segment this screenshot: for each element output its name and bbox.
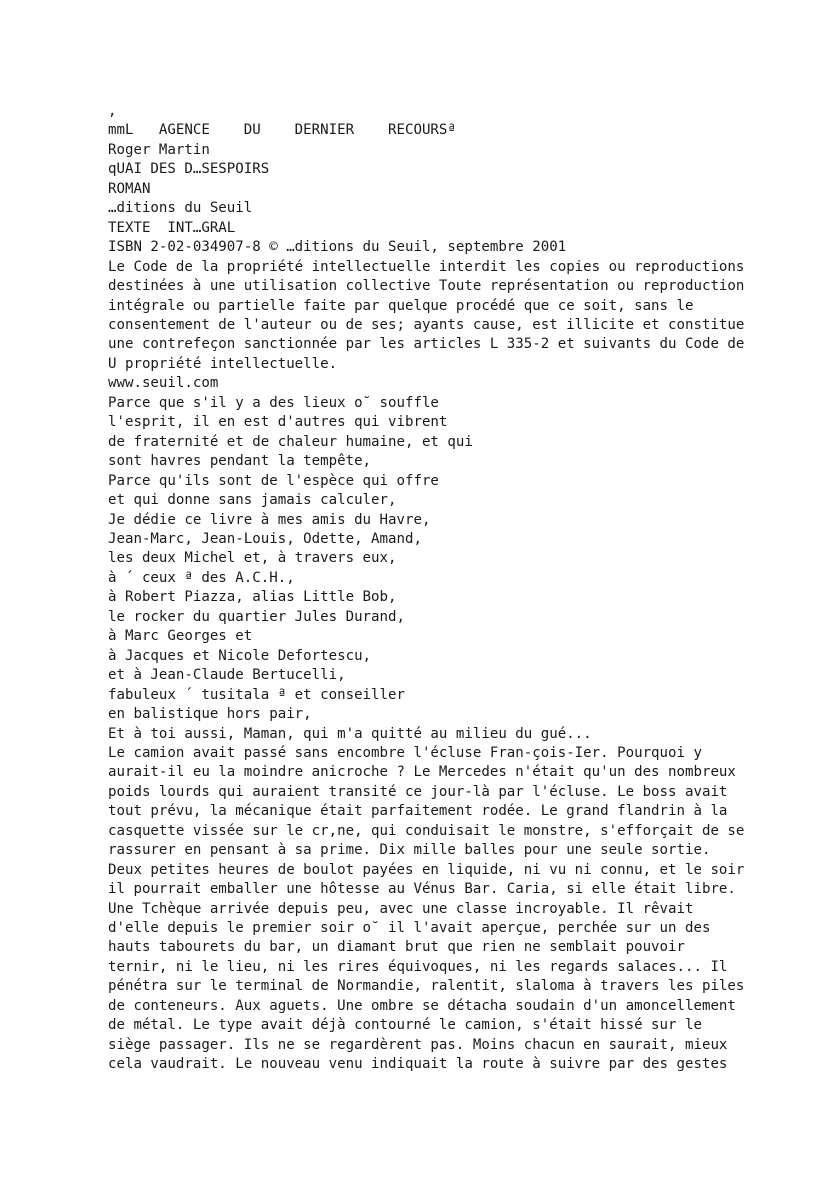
copyright-line: destinées à une utilisation collective Toute représentation ou reproduction bbox=[108, 278, 745, 295]
body-line: d'elle depuis le premier soir o˘ il l'avait aperçue, perchée sur un des bbox=[108, 920, 711, 937]
dedication-line: le rocker du quartier Jules Durand, bbox=[108, 608, 405, 625]
body-line: il pourrait emballer une hôtesse au Vénus Bar. Caria, si elle était libre. bbox=[108, 881, 736, 898]
dedication-line: à Jacques et Nicole Defortescu, bbox=[108, 647, 372, 664]
publisher: …ditions du Seuil bbox=[108, 200, 253, 217]
dedication-line: Et à toi aussi, Maman, qui m'a quitté au milieu du gué... bbox=[108, 725, 592, 742]
body-line: cela vaudrait. Le nouveau venu indiquait la route à suivre par des gestes bbox=[108, 1056, 728, 1073]
body-line: rassurer en pensant à sa prime. Dix mille balles pour une seule sortie. bbox=[108, 842, 711, 859]
dedication-line: et qui donne sans jamais calculer, bbox=[108, 492, 397, 509]
edition-note: TEXTE INT…GRAL bbox=[108, 219, 236, 236]
body-text bbox=[108, 744, 808, 1075]
copyright-line: intégrale ou partielle faite par quelque procédé que ce soit, sans le bbox=[108, 297, 694, 314]
body-line: siège passager. Ils ne se regardèrent pas. Moins chacun en saurait, mieux bbox=[108, 1036, 728, 1053]
front-matter bbox=[108, 102, 808, 258]
genre-label: ROMAN bbox=[108, 180, 151, 197]
body-line: de conteneurs. Aux aguets. Une ombre se détacha soudain d'un amoncellement bbox=[108, 997, 736, 1014]
publisher-website: www.seuil.com bbox=[108, 375, 219, 392]
copyright-line: U propriété intellectuelle. bbox=[108, 355, 338, 372]
body-line: poids lourds qui auraient transité ce jour-là par l'écluse. Le boss avait bbox=[108, 783, 728, 800]
dedication-line: Je dédie ce livre à mes amis du Havre, bbox=[108, 511, 431, 528]
body-line: de métal. Le type avait déjà contourné le camion, s'était hissé sur le bbox=[108, 1017, 702, 1034]
body-line: Une Tchèque arrivée depuis peu, avec une classe incroyable. Il rêvait bbox=[108, 900, 694, 917]
copyright-notice bbox=[108, 258, 808, 394]
body-line: Le camion avait passé sans encombre l'écluse Fran-çois-Ier. Pourquoi y bbox=[108, 744, 702, 761]
document-page bbox=[108, 102, 808, 1075]
copyright-line: une contrefeçon sanctionnée par les articles L 335-2 et suivants du Code de bbox=[108, 336, 745, 353]
book-title: qUAI DES D…SESPOIRS bbox=[108, 161, 270, 178]
dedication-line: Parce que s'il y a des lieux o˘ souffle bbox=[108, 394, 439, 411]
body-line: hauts tabourets du bar, un diamant brut que rien ne semblait pouvoir bbox=[108, 939, 685, 956]
dedication-line: à ´ ceux ª des A.C.H., bbox=[108, 569, 295, 586]
series-title: mmL AGENCE DU DERNIER RECOURSª bbox=[108, 122, 456, 139]
dedication-line: Parce qu'ils sont de l'espèce qui offre bbox=[108, 472, 439, 489]
dedication-line: les deux Michel et, à travers eux, bbox=[108, 550, 397, 567]
dedication-line: en balistique hors pair, bbox=[108, 706, 312, 723]
copyright-line: Le Code de la propriété intellectuelle interdit les copies ou reproductions bbox=[108, 258, 745, 275]
body-line: ternir, ni le lieu, ni les rires équivoques, ni les regards salaces... Il bbox=[108, 958, 728, 975]
body-line: aurait-il eu la moindre anicroche ? Le Mercedes n'était qu'un des nombreux bbox=[108, 764, 736, 781]
dedication bbox=[108, 394, 808, 744]
stray-mark: , bbox=[108, 103, 117, 119]
dedication-line: l'esprit, il en est d'autres qui vibrent bbox=[108, 414, 448, 431]
dedication-line: fabuleux ´ tusitala ª et conseiller bbox=[108, 686, 405, 703]
body-line: tout prévu, la mécanique était parfaitement rodée. Le grand flandrin à la bbox=[108, 803, 728, 820]
copyright-line: consentement de l'auteur ou de ses; ayants cause, est illicite et constitue bbox=[108, 316, 745, 333]
dedication-line: sont havres pendant la tempête, bbox=[108, 453, 372, 470]
author-name: Roger Martin bbox=[108, 141, 210, 158]
body-line: casquette vissée sur le cr,ne, qui conduisait le monstre, s'efforçait de se bbox=[108, 822, 745, 839]
dedication-line: Jean-Marc, Jean-Louis, Odette, Amand, bbox=[108, 530, 422, 547]
dedication-line: à Marc Georges et bbox=[108, 628, 253, 645]
isbn-line: ISBN 2-02-034907-8 © …ditions du Seuil, septembre 2001 bbox=[108, 239, 567, 256]
dedication-line: de fraternité et de chaleur humaine, et qui bbox=[108, 433, 473, 450]
dedication-line: et à Jean-Claude Bertucelli, bbox=[108, 667, 346, 684]
dedication-line: à Robert Piazza, alias Little Bob, bbox=[108, 589, 397, 606]
body-line: Deux petites heures de boulot payées en liquide, ni vu ni connu, et le soir bbox=[108, 861, 745, 878]
body-line: pénétra sur le terminal de Normandie, ralentit, slaloma à travers les piles bbox=[108, 978, 745, 995]
